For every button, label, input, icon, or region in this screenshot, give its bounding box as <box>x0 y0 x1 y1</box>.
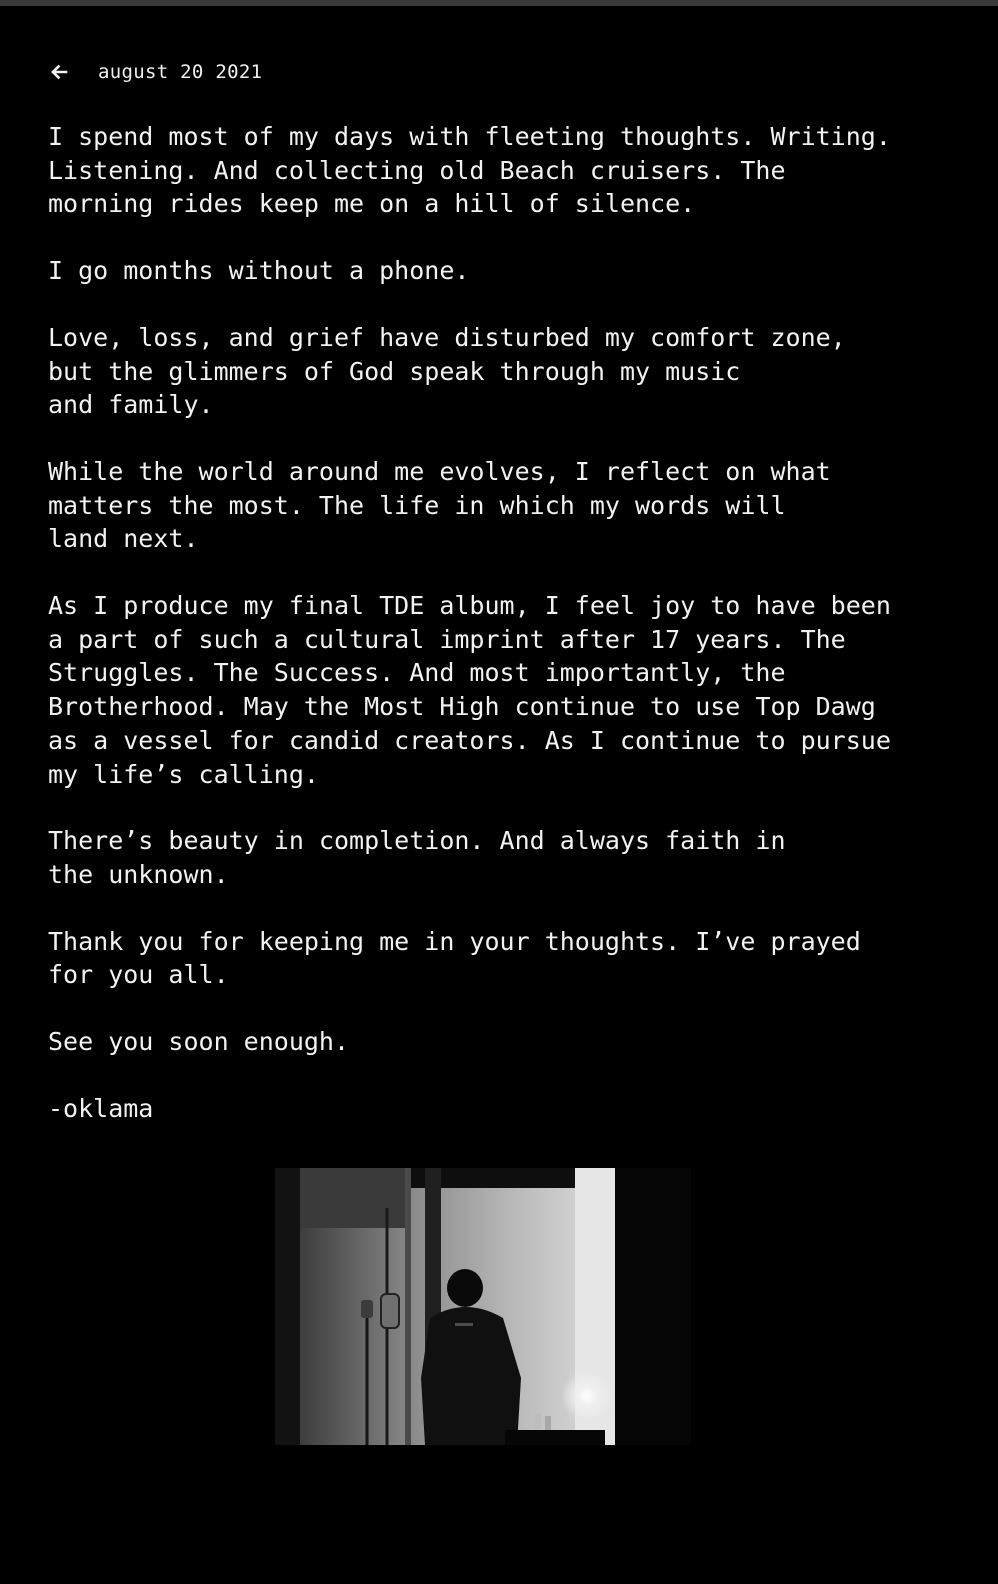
top-edge-strip <box>0 0 998 6</box>
letter-paragraph: While the world around me evolves, I reflect on what matters the most. The life in which my words will land next. <box>48 456 831 554</box>
back-button[interactable] <box>48 61 70 83</box>
left-arrow-icon <box>50 63 68 81</box>
letter-paragraph: I spend most of my days with fleeting thoughts. Writing. Listening. And collecting old Beach cruisers. The morning rides keep me on a hill of silence. <box>48 122 891 219</box>
studio-photo <box>275 1168 691 1445</box>
letter-paragraph: There’s beauty in completion. And always faith in the unknown. <box>48 826 786 889</box>
letter-paragraph: I go months without a phone. <box>48 256 470 286</box>
letter-paragraph: Thank you for keeping me in your thoughts. I’ve prayed for you all. <box>48 926 861 990</box>
letter-paragraph: See you soon enough. <box>48 1027 350 1057</box>
letter-signature: -oklama <box>48 1093 154 1123</box>
letter-body <box>48 120 948 1158</box>
letter-paragraph: As I produce my final TDE album, I feel joy to have been a part of such a cultural imprint after 17 years. The Struggles. The Success. And most importantly, the Brotherhood. May the Most High continue to use Top Dawg as a vessel for candid creators. As I continue to pursue my life’s calling. <box>48 591 891 789</box>
post-header <box>48 58 262 86</box>
post-date: august 20 2021 <box>98 61 263 83</box>
studio-photo-image <box>275 1168 691 1445</box>
letter-paragraph: Love, loss, and grief have disturbed my comfort zone, but the glimmers of God speak through my music and family. <box>48 322 846 420</box>
